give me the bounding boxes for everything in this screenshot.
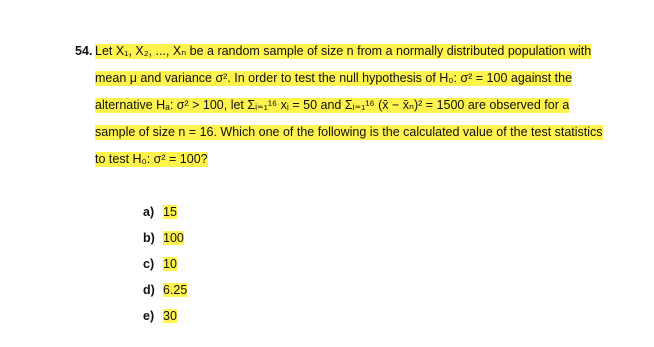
- option-value: 30: [163, 309, 177, 323]
- option-value: 10: [163, 257, 177, 271]
- option-label: e): [143, 309, 155, 323]
- option-label: d): [143, 283, 155, 297]
- option-value: 100: [163, 231, 184, 245]
- option-label: a): [143, 205, 155, 219]
- option-value: 15: [163, 205, 177, 219]
- question-line-1: Let X₁, X₂, ..., Xₙ be a random sample of size n from a normally distributed population with: [95, 44, 592, 58]
- question-line-5: to test H₀: σ² = 100?: [95, 152, 208, 166]
- option-d: [143, 283, 187, 298]
- question-line-4: sample of size n = 16. Which one of the following is the calculated value of the test statistics: [95, 125, 603, 139]
- option-value: 6.25: [163, 283, 188, 297]
- option-label: c): [143, 257, 155, 271]
- option-b: [143, 231, 184, 246]
- option-a: [143, 205, 177, 220]
- question-number: 54.: [75, 44, 93, 58]
- option-label: b): [143, 231, 155, 245]
- option-c: [143, 257, 177, 272]
- question-line-2: mean μ and variance σ². In order to test the null hypothesis of H₀: σ² = 100 against the: [95, 71, 573, 85]
- question-line-3: alternative Hₐ: σ² > 100, let Σᵢ₌₁¹⁶ xᵢ = 50 and Σᵢ₌₁¹⁶ (x̄ − x̄ₙ)² = 1500 are observed for a: [95, 98, 570, 112]
- option-e: [143, 309, 177, 324]
